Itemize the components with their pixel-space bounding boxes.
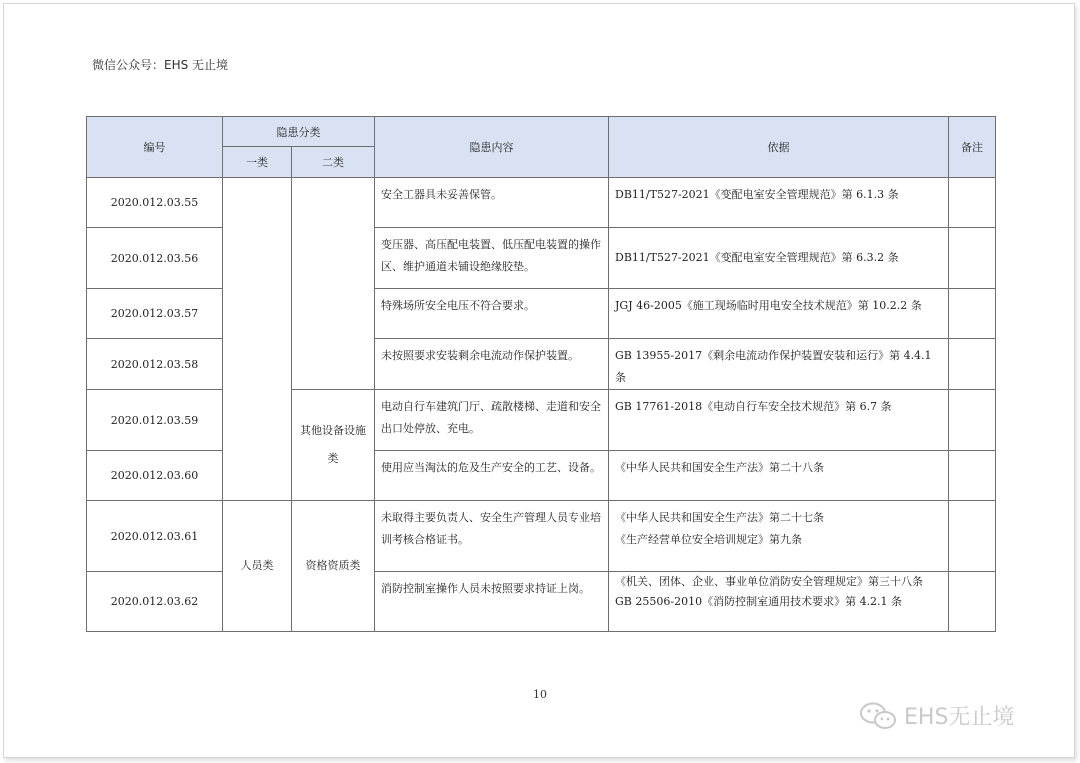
- header-basis: 依据: [609, 117, 949, 178]
- row-number: 2020.012.03.61: [87, 501, 223, 572]
- basis-line: DB11/T527-2021《变配电室安全管理规范》第 6.3.2 条: [615, 251, 899, 264]
- header-content: 隐患内容: [375, 117, 609, 178]
- row-basis: [609, 501, 949, 572]
- cat1-personnel: 人员类: [223, 501, 292, 632]
- table-row: [87, 501, 996, 572]
- row-number: 2020.012.03.58: [87, 339, 223, 390]
- basis-line: 《机关、团体、企业、事业单位消防安全管理规定》第三十八条: [615, 575, 923, 588]
- header-cat1: 一类: [223, 147, 292, 178]
- row-remark: [949, 451, 996, 501]
- cat1-cell-blank: [223, 178, 292, 501]
- row-remark: [949, 289, 996, 339]
- basis-line: GB 17761-2018《电动自行车安全技术规范》第 6.7 条: [615, 400, 892, 413]
- row-content: 特殊场所安全电压不符合要求。: [375, 289, 609, 339]
- basis-line: 《生产经营单位安全培训规定》第九条: [615, 533, 802, 546]
- row-content: 未按照要求安装剩余电流动作保护装置。: [375, 339, 609, 390]
- row-remark: [949, 228, 996, 289]
- row-content: 消防控制室操作人员未按照要求持证上岗。: [375, 572, 609, 632]
- row-remark: [949, 339, 996, 390]
- header-number: 编号: [87, 117, 223, 178]
- row-content: 未取得主要负责人、安全生产管理人员专业培训考核合格证书。: [375, 501, 609, 572]
- source-header: 微信公众号：EHS 无止境: [92, 58, 229, 72]
- cat2-qualification: 资格资质类: [292, 501, 375, 632]
- row-basis: [609, 339, 949, 390]
- row-content: 安全工器具未妥善保管。: [375, 178, 609, 228]
- page-number: 10: [533, 688, 547, 701]
- row-basis: [609, 390, 949, 451]
- row-number: 2020.012.03.56: [87, 228, 223, 289]
- row-basis: [609, 228, 949, 289]
- row-content: 电动自行车建筑门厅、疏散楼梯、走道和安全出口处停放、充电。: [375, 390, 609, 451]
- row-content: 变压器、高压配电装置、低压配电装置的操作区、维护通道未铺设绝缘胶垫。: [375, 228, 609, 289]
- header-category: 隐患分类: [223, 117, 375, 147]
- row-remark: [949, 501, 996, 572]
- row-basis: [609, 451, 949, 501]
- row-number: 2020.012.03.57: [87, 289, 223, 339]
- row-basis: [609, 178, 949, 228]
- watermark: [858, 700, 1014, 731]
- row-remark: [949, 178, 996, 228]
- hazard-table: [86, 116, 996, 632]
- row-number: 2020.012.03.55: [87, 178, 223, 228]
- row-remark: [949, 572, 996, 632]
- header-remark: 备注: [949, 117, 996, 178]
- row-number: 2020.012.03.60: [87, 451, 223, 501]
- basis-line: 《中华人民共和国安全生产法》第二十八条: [615, 461, 824, 474]
- row-number: 2020.012.03.59: [87, 390, 223, 451]
- table-row: [87, 178, 996, 228]
- row-basis: [609, 572, 949, 632]
- row-basis: [609, 289, 949, 339]
- basis-line: JGJ 46-2005《施工现场临时用电安全技术规范》第 10.2.2 条: [615, 299, 922, 312]
- basis-line: GB 13955-2017《剩余电流动作保护装置安装和运行》第 4.4.1 条: [615, 349, 932, 384]
- wechat-icon: [858, 701, 898, 731]
- row-number: 2020.012.03.62: [87, 572, 223, 632]
- basis-line: DB11/T527-2021《变配电室安全管理规范》第 6.1.3 条: [615, 188, 899, 201]
- row-content: 使用应当淘汰的危及生产安全的工艺、设备。: [375, 451, 609, 501]
- cat2-other-equipment: 其他设备设施类: [292, 390, 375, 501]
- watermark-text: EHS无止境: [904, 705, 1015, 730]
- row-remark: [949, 390, 996, 451]
- basis-line: 《中华人民共和国安全生产法》第二十七条: [615, 511, 824, 524]
- basis-line: GB 25506-2010《消防控制室通用技术要求》第 4.2.1 条: [615, 595, 903, 608]
- header-cat2: 二类: [292, 147, 375, 178]
- cat2-cell-blank: [292, 178, 375, 390]
